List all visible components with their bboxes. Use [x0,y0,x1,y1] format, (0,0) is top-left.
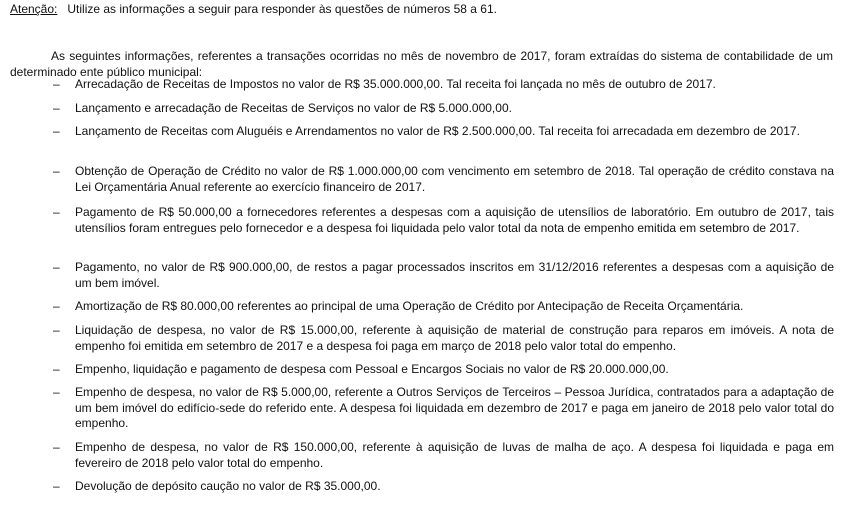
dash-bullet: – [53,323,60,337]
list-item-text: Empenho de despesa, no valor de R$ 150.000,00, referente à aquisição de luvas de malha de aço. A despesa foi liquidada e paga em fevereiro de 2018 pelo valor total do empenho. [75,440,834,470]
list-item-text: Lançamento e arrecadação de Receitas de Serviços no valor de R$ 5.000.000,00. [75,101,512,115]
dash-bullet: – [53,260,60,274]
dash-bullet: – [53,77,60,91]
dash-bullet: – [53,362,60,376]
dash-bullet: – [53,479,60,493]
dash-bullet: – [53,164,60,178]
list-item-text: Devolução de depósito caução no valor de R$ 35.000,00. [75,479,381,493]
list-item-text: Empenho, liquidação e pagamento de despesa com Pessoal e Encargos Sociais no valor de R$ 20.000.000,00. [75,362,669,376]
list-item-text: Empenho de despesa, no valor de R$ 5.000,00, referente a Outros Serviços de Terceiros – Pessoa Jurídica, contratados para a adaptação de um bem imóvel do edifício-sede do referido ente. A despesa foi liquidada em dezembro de 2017 e paga em janeiro de 2018 pelo valor total do empenho. [75,385,834,430]
list-item-text: Pagamento, no valor de R$ 900.000,00, de restos a pagar processados inscritos em 31/12/2016 referentes a despesas com a aquisição de um bem imóvel. [75,260,834,290]
list-item-text: Pagamento de R$ 50.000,00 a fornecedores referentes a despesas com a aquisição de utensílios de laboratório. Em outubro de 2017, tais utensílios foram entregues pelo fornecedor e a despesa foi liquidada pelo valor total da nota de empenho emitida em setembro de 2017. [75,205,834,235]
attention-text: Utilize as informações a seguir para responder às questões de números 58 a 61. [67,2,497,16]
dash-bullet: – [53,299,60,313]
attention-note [10,2,497,16]
dash-bullet: – [53,385,60,399]
intro-paragraph: As seguintes informações, referentes a transações ocorridas no mês de novembro de 2017, foram extraídas do sistema de contabilidade de um determinado ente público municipal: [10,49,833,79]
dash-bullet: – [53,101,60,115]
dash-bullet: – [53,205,60,219]
list-item-text: Arrecadação de Receitas de Impostos no valor de R$ 35.000.000,00. Tal receita foi lançada no mês de outubro de 2017. [75,77,716,91]
dash-bullet: – [53,124,60,138]
list-item-text: Liquidação de despesa, no valor de R$ 15.000,00, referente à aquisição de material de construção para reparos em imóveis. A nota de empenho foi emitida em setembro de 2017 e a despesa foi paga em março de 2018 pelo valor total do empenho. [75,323,834,353]
list-item-text: Lançamento de Receitas com Aluguéis e Arrendamentos no valor de R$ 2.500.000,00. Tal receita foi arrecadada em dezembro de 2017. [75,124,800,138]
list-item-text: Obtenção de Operação de Crédito no valor de R$ 1.000.000,00 com vencimento em setembro de 2018. Tal operação de crédito constava na Lei Orçamentária Anual referente ao exercício financeiro de 2017. [75,164,834,194]
attention-label: Atenção: [10,2,58,16]
dash-bullet: – [53,440,60,454]
list-item-text: Amortização de R$ 80.000,00 referentes ao principal de uma Operação de Crédito por Antecipação de Receita Orçamentária. [75,299,744,313]
